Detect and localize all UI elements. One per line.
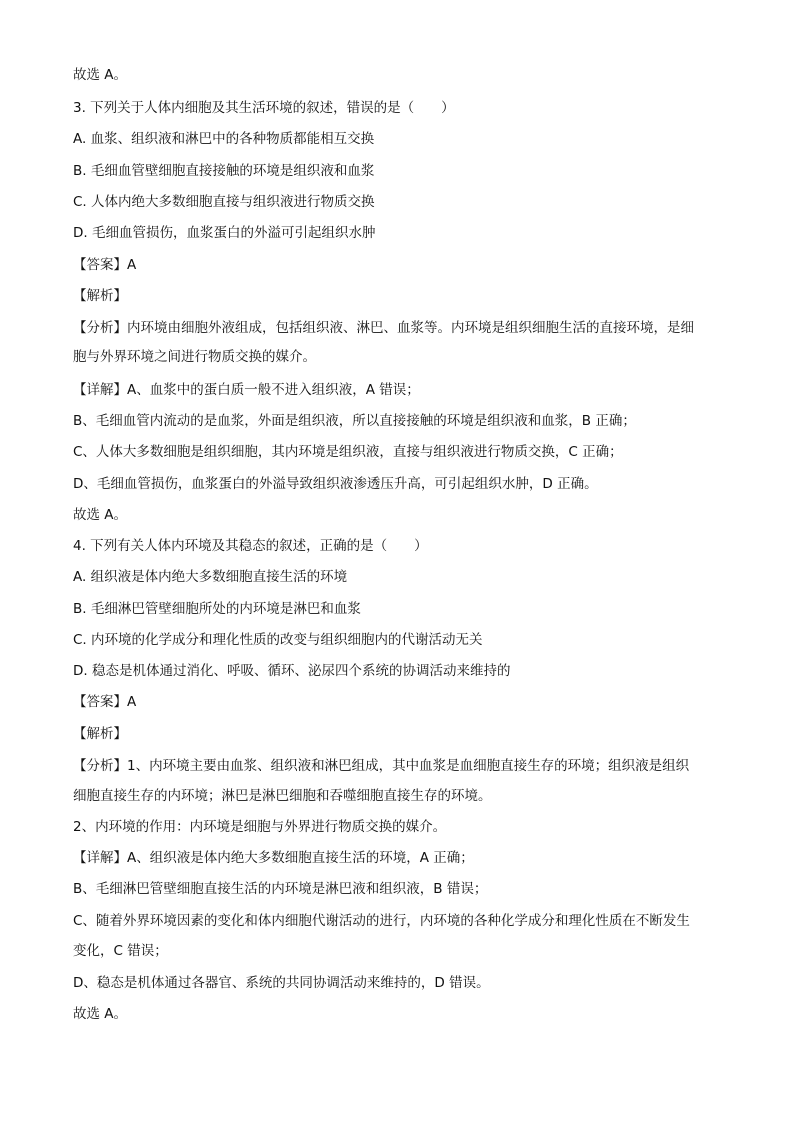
question-4-option-c: C. 内环境的化学成分和理化性质的改变与组织细胞内的代谢活动无关 bbox=[73, 632, 483, 648]
question-3-detail-d: D、毛细血管损伤，血浆蛋白的外溢导致组织液渗透压升高，可引起组织水肿，D 正确。 bbox=[73, 476, 598, 492]
question-3-option-b: B. 毛细血管壁细胞直接接触的环境是组织液和血浆 bbox=[73, 163, 375, 179]
question-3-explanation-heading: 【解析】 bbox=[73, 288, 127, 304]
conclusion-line: 故选 A。 bbox=[73, 67, 128, 83]
question-3-conclusion: 故选 A。 bbox=[73, 507, 128, 523]
question-4-conclusion: 故选 A。 bbox=[73, 1006, 128, 1022]
question-3-detail-c: C、人体大多数细胞是组织细胞，其内环境是组织液，直接与组织液进行物质交换，C 正确； bbox=[73, 444, 623, 460]
question-4-detail-a: 【详解】A、组织液是体内绝大多数细胞直接生活的环境，A 正确； bbox=[73, 850, 474, 866]
question-4-stem: 4. 下列有关人体内环境及其稳态的叙述，正确的是（ ） bbox=[73, 538, 428, 554]
question-4-analysis-line-2: 细胞直接生存的内环境；淋巴是淋巴细胞和吞噬细胞直接生存的环境。 bbox=[73, 788, 492, 804]
question-4-detail-b: B、毛细淋巴管壁细胞直接生活的内环境是淋巴液和组织液，B 错误； bbox=[73, 881, 488, 897]
question-4-detail-d: D、稳态是机体通过各器官、系统的共同协调活动来维持的，D 错误。 bbox=[73, 975, 490, 991]
question-3-option-a: A. 血浆、组织液和淋巴中的各种物质都能相互交换 bbox=[73, 131, 375, 147]
question-4-analysis-line-1: 【分析】1、内环境主要由血浆、组织液和淋巴组成，其中血浆是血细胞直接生存的环境；组织液是组织 bbox=[73, 758, 690, 774]
question-4-analysis-line-3: 2、内环境的作用：内环境是细胞与外界进行物质交换的媒介。 bbox=[73, 819, 447, 835]
question-4-explanation-heading: 【解析】 bbox=[73, 726, 127, 742]
question-4-answer: 【答案】A bbox=[73, 694, 137, 710]
question-4-option-b: B. 毛细淋巴管壁细胞所处的内环境是淋巴和血浆 bbox=[73, 601, 361, 617]
question-3-answer: 【答案】A bbox=[73, 257, 137, 273]
question-3-detail-a: 【详解】A、血浆中的蛋白质一般不进入组织液，A 错误； bbox=[73, 382, 420, 398]
question-3-analysis-line-1: 【分析】内环境由细胞外液组成，包括组织液、淋巴、血浆等。内环境是组织细胞生活的直接环境，是细 bbox=[73, 320, 694, 336]
question-3-analysis-line-2: 胞与外界环境之间进行物质交换的媒介。 bbox=[73, 349, 316, 365]
question-4-detail-c-line-2: 变化，C 错误； bbox=[73, 943, 168, 959]
question-4-option-d: D. 稳态是机体通过消化、呼吸、循环、泌尿四个系统的协调活动来维持的 bbox=[73, 663, 511, 679]
question-4-option-a: A. 组织液是体内绝大多数细胞直接生活的环境 bbox=[73, 569, 348, 585]
question-3-stem: 3. 下列关于人体内细胞及其生活环境的叙述，错误的是（ ） bbox=[73, 100, 455, 116]
question-3-option-d: D. 毛细血管损伤，血浆蛋白的外溢可引起组织水肿 bbox=[73, 225, 376, 241]
question-3-option-c: C. 人体内绝大多数细胞直接与组织液进行物质交换 bbox=[73, 194, 375, 210]
question-3-detail-b: B、毛细血管内流动的是血浆，外面是组织液，所以直接接触的环境是组织液和血浆，B 正确； bbox=[73, 413, 636, 429]
question-4-detail-c-line-1: C、随着外界环境因素的变化和体内细胞代谢活动的进行，内环境的各种化学成分和理化性质在不断发生 bbox=[73, 913, 690, 929]
